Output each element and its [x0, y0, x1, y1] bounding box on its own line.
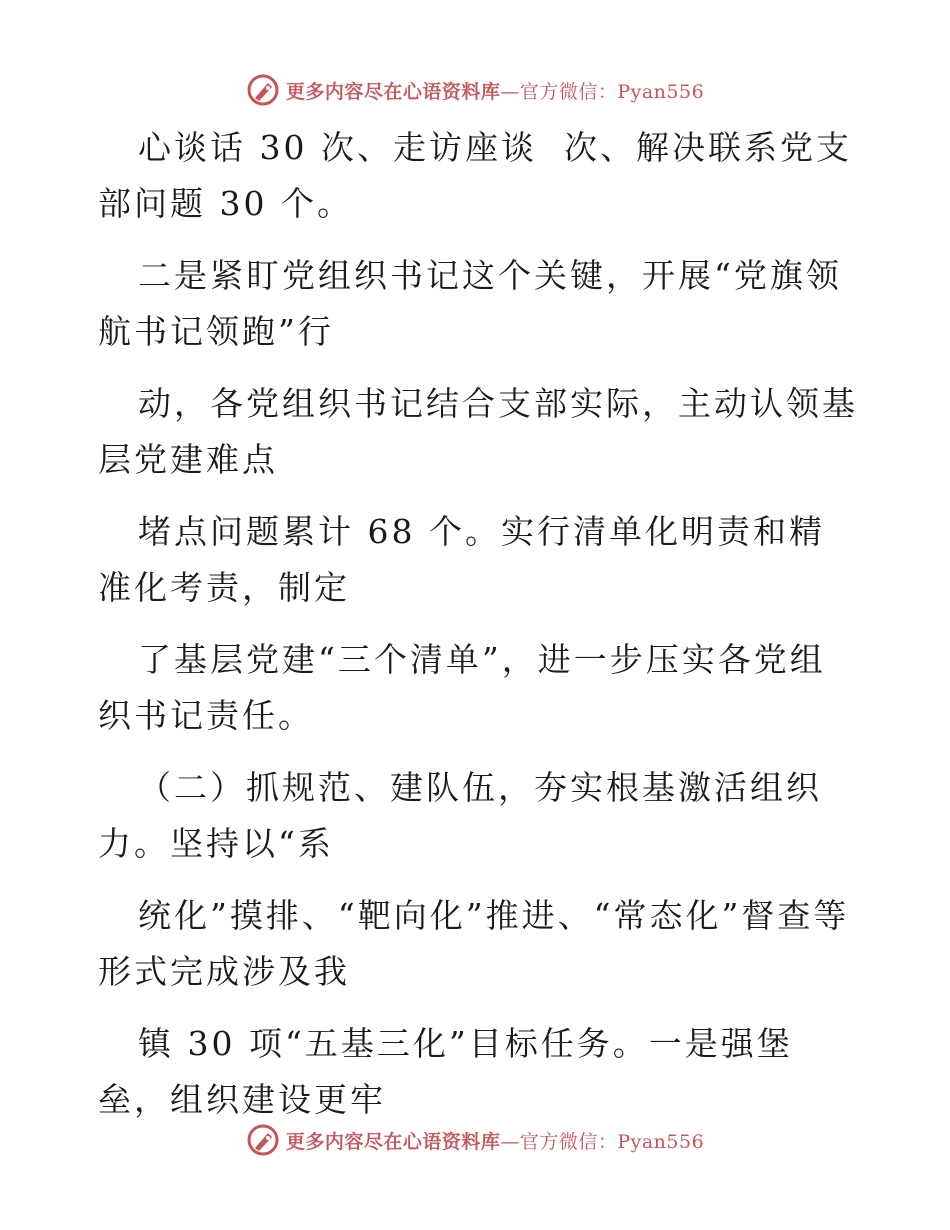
paragraph: 动，各党组织书记结合支部实际，主动认领基层党建难点: [98, 384, 858, 479]
footer-site-text: 更多内容尽在心语资料库: [285, 1130, 501, 1153]
paragraph: （二）抓规范、建队伍，夯实根基激活组织力。坚持以“系: [98, 768, 822, 863]
header-dash: —: [500, 80, 520, 103]
footer-banner-text: [286, 1127, 704, 1154]
paragraph: 了基层党建“三个清单”，进一步压实各党组织书记责任。: [98, 640, 826, 735]
paragraph: 二是紧盯党组织书记这个关键，开展“党旗领航书记领跑”行: [98, 256, 842, 351]
header-wechat-text: 官方微信：Pyan556: [519, 80, 705, 103]
header-banner-text: [286, 77, 704, 104]
footer-wechat-text: 官方微信：Pyan556: [519, 1130, 705, 1153]
footer-dash: —: [500, 1130, 520, 1153]
header-banner: [0, 70, 950, 110]
paragraph: 统化”摸排、“靶向化”推进、“常态化”督查等形式完成涉及我: [98, 896, 850, 991]
pen-nib-logo-icon: [246, 1123, 280, 1157]
pen-nib-logo-icon: [246, 73, 280, 107]
paragraph: 心谈话 30 次、走访座谈 次、解决联系党支部问题 30 个。: [98, 128, 852, 223]
header-site-text: 更多内容尽在心语资料库: [285, 80, 501, 103]
document-body: [98, 120, 858, 1144]
paragraph: 堵点问题累计 68 个。实行清单化明责和精准化考责，制定: [98, 512, 825, 607]
footer-banner: [0, 1120, 950, 1160]
paragraph: 镇 30 项“五基三化”目标任务。一是强堡垒，组织建设更牢: [98, 1024, 793, 1119]
